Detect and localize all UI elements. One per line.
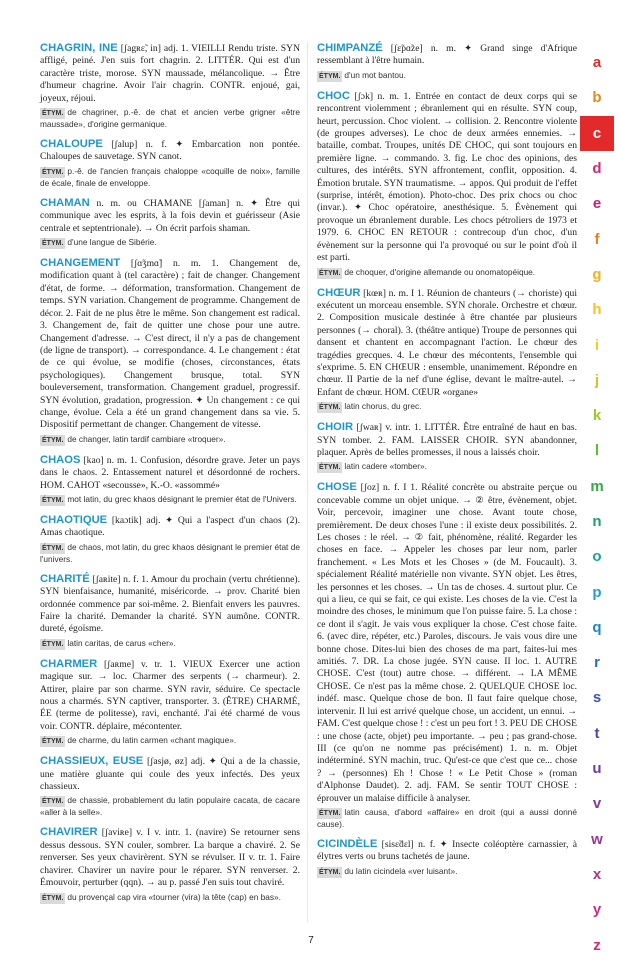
alphabet-tab-n[interactable]: n — [592, 513, 602, 530]
etymology-text: du latin cicindela «ver luisant». — [344, 865, 458, 876]
dictionary-entry — [40, 573, 300, 650]
etymology-label: ÉTYM. — [319, 868, 341, 876]
etymology-label: ÉTYM. — [42, 436, 64, 444]
entry-headword: CHASSIEUX, EUSE — [40, 755, 144, 768]
entry-etymology — [317, 866, 577, 878]
entry-etymology — [40, 166, 300, 189]
etymology-label: ÉTYM. — [319, 269, 341, 277]
alphabet-tab-k[interactable]: k — [592, 407, 602, 425]
alphabet-tab-c[interactable]: c — [580, 116, 614, 151]
etymology-label: ÉTYM. — [319, 404, 341, 412]
entry-etymology — [317, 461, 577, 473]
entry-headword: CHARMER — [40, 657, 98, 670]
entry-definition: [ʃɑ̃ʒmɑ̃] n. m. 1. Changement de, modification quant à (tel caractère) ; fait de changer. Changement d'état, de forme. → déformation, transformation. Changement de temps. SYN variation. Changement de programme. Changement de décor. 2. Fait de ne plus être le même. Son changement est radical. 3. Changement de, fait de quitter une chose pour une autre. Changement d'adresse. → C'est direct, il n'y a pas de changement (de ligne de transport). → correspondance. 4. Le changement : état de ce qui évolue, se modifie (choses, circonstances, états psychologiques). Changement brusque, total. SYN bouleversement, transformation. Changement graduel, progressif. SYN évolution, gradation, progression. ✦ Un changement : ce qui change, évolue. Cela a été un grand changement dans sa vie. 5. Dispositif permettant de changer. Changement de vitesse. — [40, 258, 300, 431]
dictionary-entry — [317, 421, 577, 473]
etymology-text: latin causa, d'abord «affaire» en droit (qui a aussi donné cause). — [317, 806, 577, 829]
dictionary-entry — [317, 90, 577, 279]
etymology-label: ÉTYM. — [42, 544, 64, 552]
etymology-text: de chagriner, p.-ê. de chat et ancien verbe grigner «être maussade», d'origine germanique. — [40, 107, 300, 130]
entry-etymology — [40, 434, 300, 446]
dictionary-entry — [40, 42, 300, 130]
alphabet-tab-m[interactable]: m — [590, 477, 604, 495]
entry-definition: [ʃaʀite] n. f. 1. Amour du prochain (vertu chrétienne). SYN bienfaisance, humanité, miséricorde. → prov. Charité bien ordonnée commence par soi-même. 2. Bienfait envers les pauvres. Faire la charité. Demander la charité. SYN aumône. CONTR. dureté, égoïsme. — [40, 573, 300, 635]
alphabet-tab-p[interactable]: p — [592, 583, 602, 601]
dictionary-entry — [317, 287, 577, 414]
entry-headword: CHŒUR — [317, 286, 361, 299]
etymology-text: de chaos, mot latin, du grec khaos désignant le premier état de l'univers. — [40, 541, 300, 564]
entry-headword: CHAGRIN, INE — [40, 42, 118, 54]
alphabet-tab-j[interactable]: j — [594, 371, 600, 389]
dictionary-entry — [40, 454, 300, 506]
alphabet-tab-t[interactable]: t — [594, 724, 600, 742]
alphabet-tab-d[interactable]: d — [592, 160, 602, 178]
entry-headword: CHAMAN — [40, 196, 90, 209]
left-column — [40, 42, 300, 912]
etymology-text: latin caritas, de carus «cher». — [67, 637, 176, 648]
etymology-label: ÉTYM. — [42, 738, 64, 746]
etymology-label: ÉTYM. — [42, 496, 64, 504]
alphabet-tab-g[interactable]: g — [592, 265, 602, 283]
entry-definition: [kaɔtik] adj. ✦ Qui a l'aspect d'un chaos (2). Amas chaotique. — [40, 514, 300, 539]
etymology-text: d'une langue de Sibérie. — [67, 237, 157, 248]
etymology-label: ÉTYM. — [42, 894, 64, 902]
entry-etymology — [317, 807, 577, 830]
dictionary-entry — [40, 826, 300, 903]
dictionary-entry — [40, 257, 300, 446]
etymology-label: ÉTYM. — [42, 168, 64, 176]
entry-etymology — [40, 237, 300, 249]
alphabet-tab-r[interactable]: r — [594, 654, 600, 672]
entry-headword: CHAOTIQUE — [40, 513, 108, 526]
entry-definition: [ʃaʀme] v. tr. 1. VIEUX Exercer une action magique sur. → loc. Charmer des serpents (→ charmeur). 2. Attirer, plaire par son charme. SYN ravir, séduire. Ce spectacle nous a charmés. SYN captiver, transporter. 3. (ÊTRE) CHARMÉ, ÉE (terme de politesse), ravi, enchanté. J'ai été charmé de vous voir. CONTR. déplaire, mécontenter. — [40, 658, 300, 732]
alphabet-tab-x[interactable]: x — [592, 865, 602, 883]
etymology-text: d'un mot bantou. — [344, 69, 406, 80]
entry-etymology — [40, 795, 300, 818]
alphabet-tab-u[interactable]: u — [592, 760, 602, 778]
page-number: 7 — [308, 935, 314, 946]
dictionary-entry — [40, 514, 300, 565]
etymology-label: ÉTYM. — [42, 640, 64, 648]
etymology-label: ÉTYM. — [319, 72, 341, 80]
alphabet-tab-i[interactable]: i — [594, 336, 600, 354]
alphabet-tab-a[interactable]: a — [592, 54, 602, 72]
etymology-label: ÉTYM. — [42, 110, 64, 118]
entry-headword: CHOSE — [317, 481, 357, 494]
etymology-text: de choquer, d'origine allemande ou onomatopéique. — [344, 266, 536, 277]
entry-definition: [kao] n. m. 1. Confusion, désordre grave. Jeter un pays dans le chaos. 2. Entassement naturel et désordonné de rochers. HOM. CAHOT «secousse», K.-O. «assommé» — [40, 454, 300, 491]
alphabet-tab-q[interactable]: q — [592, 618, 602, 636]
entry-etymology — [40, 638, 300, 650]
entry-headword: CHAVIRER — [40, 826, 98, 839]
dictionary-entry — [40, 197, 300, 249]
etymology-label: ÉTYM. — [319, 809, 341, 817]
etymology-text: de changer, latin tardif cambiare «troquer». — [67, 433, 226, 444]
etymology-text: latin chorus, du grec. — [344, 401, 422, 412]
etymology-label: ÉTYM. — [42, 798, 64, 806]
alphabet-tab-e[interactable]: e — [592, 195, 602, 213]
entry-headword: CHOIR — [317, 421, 354, 434]
entry-definition: n. m. ou CHAMANE [ʃaman] n. ✦ Être qui communique avec les esprits, à la fois devin et guérisseur (Asie centrale et septentrionale). → On écrit parfois shaman. — [40, 197, 300, 234]
entry-definition: [ʃwaʀ] v. intr. 1. LITTÉR. Être entraîné de haut en bas. SYN tomber. 2. FAM. LAISSER CHOIR. SYN abandonner, plaquer. Après de belles promesses, il nous a laissés choir. — [317, 422, 577, 458]
entry-headword: CHIMPANZÉ — [317, 42, 383, 54]
etymology-text: p.-ê. de l'ancien français chaloppe «coquille de noix», famille de écale, finale de enveloppe. — [40, 165, 300, 188]
entry-headword: CICINDÈLE — [317, 837, 378, 850]
dictionary-entry — [40, 138, 300, 189]
entry-etymology — [317, 70, 577, 82]
etymology-label: ÉTYM. — [319, 464, 341, 472]
etymology-text: latin cadere «tomber». — [344, 461, 427, 472]
etymology-text: de chassie, probablement du latin populaire cacata, de cacare «aller à la selle». — [40, 795, 300, 818]
entry-definition: [kœʀ] n. m. I 1. Réunion de chanteurs (→ choriste) qui exécutent un morceau ensemble. SYN chorale. Orchestre et chœur. 2. Composition musicale destinée à être chantée par plusieurs personnes (→ choral). 3. (théâtre antique) Troupe de personnes qui dansent et chantent en accompagnant l'action. Le chœur des tragédies grecques. 4. Le chœur des mécontents, l'ensemble qui s'exprime. 5. EN CHŒUR : ensemble, unanimement. Répondre en chœur. II Partie de la nef d'une église, devant le maître-autel. → Enfant de chœur. HOM. CŒUR «organe» — [317, 287, 577, 398]
entry-definition: [ʃaviʀe] v. I v. intr. 1. (navire) Se retourner sens dessus dessous. SYN couler, sombrer. La barque a chaviré. 2. Se renverser. Ses yeux chavirèrent. SYN se révulser. II v. tr. 1. Faire chavirer. Chavirer un navire pour le réparer. SYN renverser. 2. Émouvoir, perturber (qqn). → au p. passé J'en suis tout chaviré. — [40, 827, 300, 889]
alphabet-tab-b[interactable]: b — [592, 89, 602, 107]
alphabet-tab-h[interactable]: h — [592, 301, 602, 319]
column-divider — [307, 42, 308, 922]
entry-etymology — [40, 107, 300, 130]
etymology-text: mot latin, du grec khaos désignant le premier état de l'Univers. — [67, 493, 297, 504]
entry-headword: CHOC — [317, 89, 350, 102]
right-column — [317, 42, 577, 886]
entry-headword: CHALOUPE — [40, 138, 103, 151]
entry-etymology — [317, 401, 577, 413]
entry-definition: [sisɛ̃dɛl] n. f. ✦ Insecte coléoptère carnassier, à élytres verts ou bruns tachetés de jaune. — [317, 838, 577, 863]
etymology-text: de charme, du latin carmen «chant magique». — [67, 735, 237, 746]
alphabet-tab-f[interactable]: f — [594, 230, 600, 248]
entry-definition: [ʃɛ̃pɑ̃ze] n. m. ✦ Grand singe d'Afrique ressemblant à l'être humain. — [317, 43, 577, 67]
entry-etymology — [317, 267, 577, 279]
dictionary-entry — [317, 42, 577, 82]
dictionary-entry — [317, 481, 577, 830]
entry-headword: CHARITÉ — [40, 572, 90, 585]
alphabet-tab-s[interactable]: s — [592, 689, 602, 707]
entry-headword: CHAOS — [40, 453, 81, 466]
entry-etymology — [40, 735, 300, 747]
alphabet-tab-o[interactable]: o — [592, 548, 602, 566]
entry-definition: [ʃɔk] n. m. 1. Entrée en contact de deux corps qui se rencontrent violemment ; ébranlement qui en résulte. SYN coup, heurt, percussion. Choc violent. → collision. 2. Rencontre violente (de groupes adverses). Le choc de deux armées ennemies. → bataille, combat. Troupes, unités DE CHOC, qui sont toujours en première ligne. → commando. 3. fig. Le choc des opinions, des cultures, des intérêts. SYN affrontement, conflit, opposition. 4. Émotion brutale. SYN traumatisme. → appos. Qui produit de l'effet (surprise, intérêt, émotion). Photo-choc. Des prix chocs ou choc (invar.). ✦ Choc opératoire, anesthésique. 5. Évènement qui provoque un ébranlement durable. Les chocs pétroliers de 1973 et 1979. 6. CHOC EN RETOUR : contrecoup d'un choc, d'un évènement sur la personne qui l'a provoqué ou sur le point d'où il est parti. — [317, 90, 578, 264]
etymology-label: ÉTYM. — [42, 240, 64, 248]
entry-etymology — [40, 542, 300, 565]
entry-etymology — [40, 892, 300, 904]
alphabet-tab-l[interactable]: l — [594, 442, 600, 460]
entry-definition: [ʃagʀɛ̃, in] adj. 1. VIEILLI Rendu triste. SYN affligé, peiné. J'en suis fort chagrin. 2. LITTÉR. Qui est d'un caractère triste, morose. SYN maussade, mélancolique. → Être d'humeur chagrine. Avoir l'air chagrin. CONTR. enjoué, gai, joyeux, réjoui. — [40, 43, 301, 104]
alphabet-tab-w[interactable]: w — [591, 830, 603, 848]
alphabet-tab-z[interactable]: z — [593, 936, 601, 954]
entry-definition: [ʃasjø, øz] adj. ✦ Qui a de la chassie, une matière gluante qui coule des yeux infectés. Des yeux chassieux. — [40, 756, 300, 793]
entry-etymology — [40, 494, 300, 506]
alphabet-index — [580, 45, 614, 963]
dictionary-entry — [317, 838, 577, 878]
dictionary-entry — [40, 755, 300, 818]
dictionary-entry — [40, 658, 300, 747]
etymology-text: du provençal cap vira «tourner (vira) la tête (cap) en bas». — [67, 891, 281, 902]
alphabet-tab-y[interactable]: y — [592, 901, 602, 919]
entry-definition: [ʃoz] n. f. I 1. Réalité concrète ou abstraite perçue ou concevable comme un objet unique. → ② être, évènement, objet. Voir, percevoir, imaginer une chose. Avant toute chose, premièrement. De deux choses l'une : il existe deux possibilités. 2. Les choses : le réel. → ② fait, phénomène, réalité. Regarder les choses en face. → Appeler les choses par leur nom, parler franchement. « Les Mots et les Choses » (de M. Foucault). 3. spécialement Réalité matérielle non vivante. SYN objet. Les êtres, les personnes et les choses. → Un tas de choses. 4. surtout plur. Ce qui a lieu, ce qui se fait, ce qui existe. Les choses de la vie. C'est la moindre des choses, le minimum que l'on puisse faire. 5. La chose : ce dont il s'agit. Je vais vous expliquer la chose. C'est chose faite. 6. (avec dire, répéter, etc.) Paroles, discours. Je vais vous dire une bonne chose. Dites-lui bien des choses de ma part, faites-lui mes amitiés. 7. DR. La chose jugée. SYN cause. II loc. 1. AUTRE CHOSE. C'est (tout) autre chose. → différent. → LA MÊME CHOSE. Ce n'est pas la même chose. 2. QUELQUE CHOSE loc. indéf. masc. Quelque chose de bon. Il faut faire quelque chose, intervenir. Il lui est arrivé quelque chose, un accident, un ennui. → FAM. C'est quelque chose ! : c'est un peu fort ! 3. PEU DE CHOSE : une chose (acte, objet) peu importante. → peu ; pas grand-chose. III (ce qu'on ne nomme pas précisément) 1. n. m. Objet indéterminé. SYN machin, truc. Qu'est-ce que c'est que ce... chose ? → (personnes) Eh ! Chose ! « Le Petit Chose » (roman d'Alphonse Daudet). 2. adj. FAM. Se sentir TOUT CHOSE : éprouver un malaise difficile à analyser. — [317, 482, 577, 804]
alphabet-tab-v[interactable]: v — [592, 795, 602, 813]
entry-headword: CHANGEMENT — [40, 257, 121, 270]
entry-definition: [ʃalup] n. f. ✦ Embarcation non pontée. Chaloupes de sauvetage. SYN canot. — [40, 139, 300, 163]
